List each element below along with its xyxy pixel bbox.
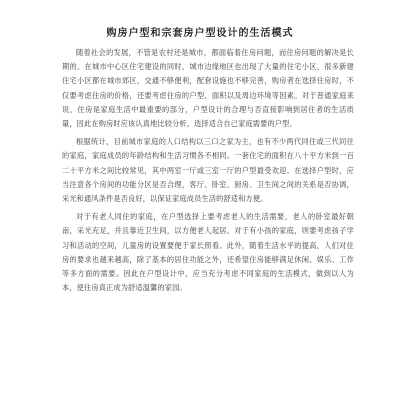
paragraph-3: 对于有老人同住的家庭，在户型选择上要考虑老人的生活需要，老人的卧室最好朝南，采光充足，并且靠近卫生间，以方便老人起居。对于有小孩的家庭，则要考虑孩子学习和活动的空间，儿童房的设置要便于家长照看。此外，随着生活水平的提高，人们对住房的要求也越来越高，除了基本的居住功能之外，还希望住房能够满足休闲、娱乐、工作等多方面的需要。因此在户型设计中，应当充分考虑不同家庭的生活模式，做到以人为本，使住房真正成为舒适温馨的家园。: [62, 212, 354, 293]
document-title: 购房户型和宗套房户型设计的生活模式: [106, 28, 294, 39]
paragraph-2: 根据统计，目前城市家庭的人口结构以三口之家为主，也有不少两代同住或三代同住的家庭，家庭成员的年龄结构和生活习惯各不相同。一套住宅的面积在八十平方米到一百二十平方米之间比较常见，其中两室一厅或三室一厅的户型最受欢迎。在选择户型时，应当注意各个房间的功能分区是否合理，客厅、卧室、厨房、卫生间之间的关系是否协调，采光和通风条件是否良好，以保证家庭成员生活的舒适和方便。: [62, 137, 354, 204]
document-body: [62, 46, 354, 299]
paragraph-1: 随着社会的发展，不管是农村还是城市，都面临着住房问题，而住房问题的解决是长期的。在城市中心区住宅建设的同时，城市边缘地区也出现了大量的住宅小区，很多新建住宅小区都在城市郊区，交通不够便利，配套设施也不够完善，购房者在选择住房时，不仅要考虑住房的价格，还要考虑住房的户型、面积以及周边环境等因素。对于普通家庭来说，住房是家庭生活中最重要的部分，户型设计的合理与否直接影响到居住者的生活质量，因此在购房时应该认真地比较分析，选择适合自己家庭需要的户型。: [62, 48, 354, 129]
